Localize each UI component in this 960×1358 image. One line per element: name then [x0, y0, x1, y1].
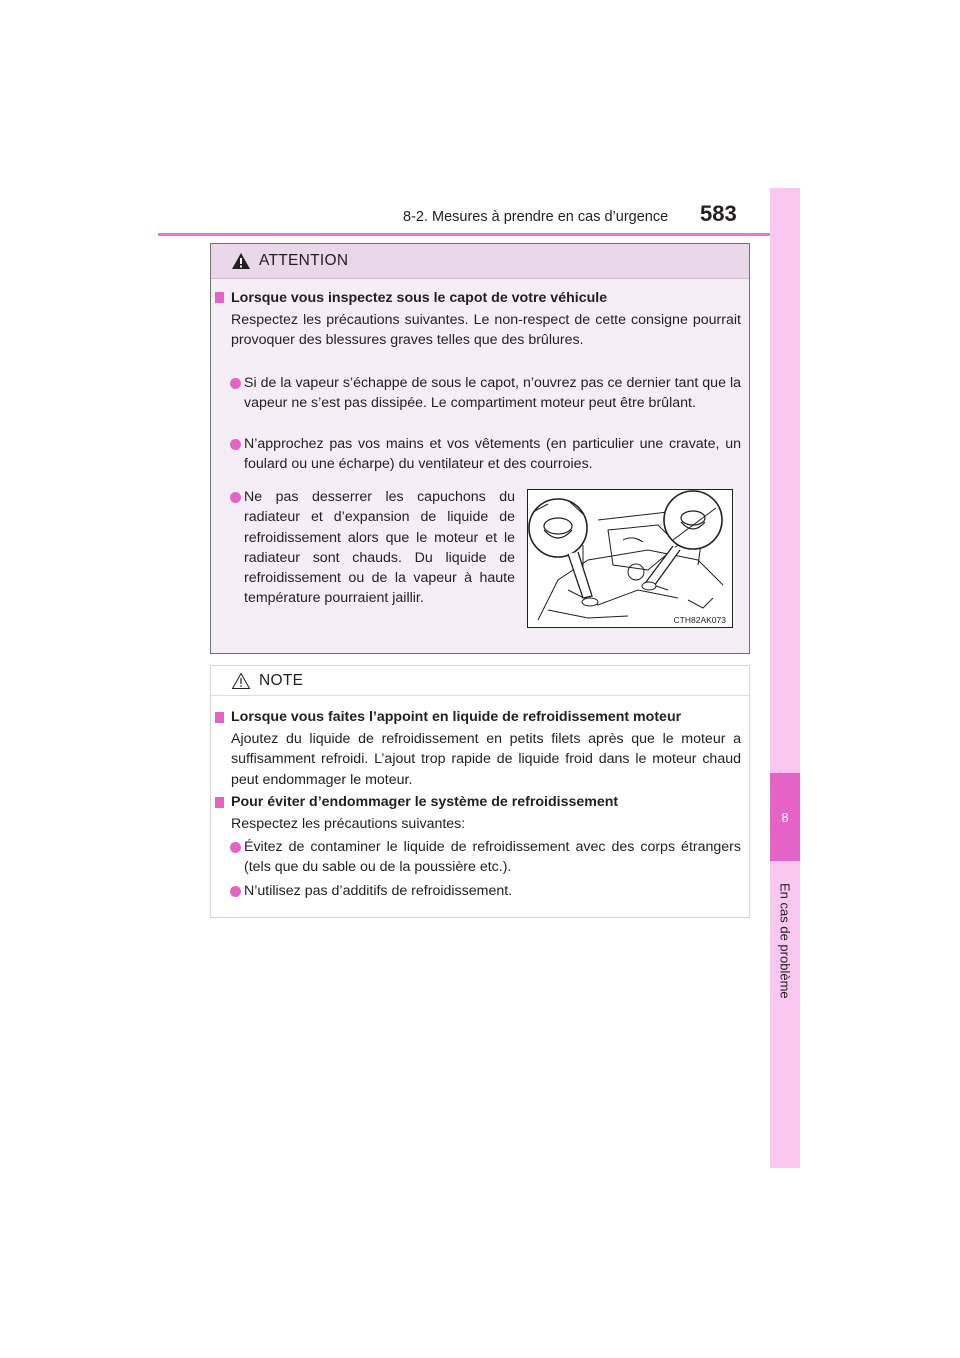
warning-triangle-icon: [231, 252, 251, 270]
note-box-header: [211, 666, 749, 696]
illustration-code: CTH82AK073: [673, 615, 726, 625]
note-section-1-title: Lorsque vous faites l’appoint en liquide de refroidissement moteur: [231, 709, 682, 725]
warning-box-header: [211, 244, 749, 279]
section-square-bullet: [215, 712, 224, 723]
header-title: 8-2. Mesures à prendre en cas d’urgence: [403, 209, 669, 225]
page-number: 583: [700, 201, 737, 226]
bullet-dot: [230, 886, 241, 897]
bullet-dot: [230, 842, 241, 853]
caution-triangle-icon: [231, 672, 251, 690]
header-divider: [158, 233, 798, 236]
chapter-side-tab: [770, 188, 800, 1168]
note-section-2-title: Pour éviter d’endommager le système de refroidissement: [231, 794, 619, 810]
note-heading: NOTE: [259, 671, 304, 689]
warning-bullet-3: Ne pas desserrer les capuchons du radiateur et d’expansion de liquide de refroidissement alors que le moteur et le radiateur sont chauds. Du liquide de refroidissement ou de la vapeur à haute température pourraient jaillir.: [244, 489, 515, 607]
warning-heading: ATTENTION: [259, 252, 349, 269]
chapter-label-text: En cas de problème: [777, 883, 793, 999]
bullet-dot: [230, 492, 241, 503]
note-section-2-intro: Respectez les précautions suivantes:: [231, 816, 466, 832]
engine-drawing: [528, 490, 732, 627]
warning-bullet-2: N’approchez pas vos mains et vos vêtements (en particulier une cravate, un foulard ou une écharpe) du ventilateur et des courroies.: [244, 436, 741, 473]
section-square-bullet: [215, 292, 224, 303]
warning-section-title: Lorsque vous inspectez sous le capot de votre véhicule: [231, 290, 608, 306]
chapter-label: [775, 876, 795, 1006]
engine-illustration: [527, 489, 733, 628]
warning-intro: Respectez les précautions suivantes. Le non-respect de cette consigne pourrait provoquer des blessures graves telles que des brûlures.: [231, 312, 741, 349]
chapter-number-badge: [770, 773, 800, 861]
note-section-1-text: Ajoutez du liquide de refroidissement en petits filets après que le moteur a suffisamment refroidi. L’ajout trop rapide de liquide froid dans le moteur chaud peut endommager le moteur.: [231, 731, 741, 788]
note-bullet-2: N’utilisez pas d’additifs de refroidissement.: [244, 883, 513, 899]
note-bullet-1: Évitez de contaminer le liquide de refroidissement avec des corps étrangers (tels que du sable ou de la poussière etc.).: [244, 839, 741, 876]
bullet-dot: [230, 439, 241, 450]
chapter-number: 8: [781, 809, 789, 825]
section-square-bullet: [215, 797, 224, 808]
warning-bullet-1: Si de la vapeur s’échappe de sous le capot, n’ouvrez pas ce dernier tant que la vapeur ne s’est pas dissipée. Le compartiment moteur peut être brûlant.: [244, 375, 741, 412]
bullet-dot: [230, 378, 241, 389]
